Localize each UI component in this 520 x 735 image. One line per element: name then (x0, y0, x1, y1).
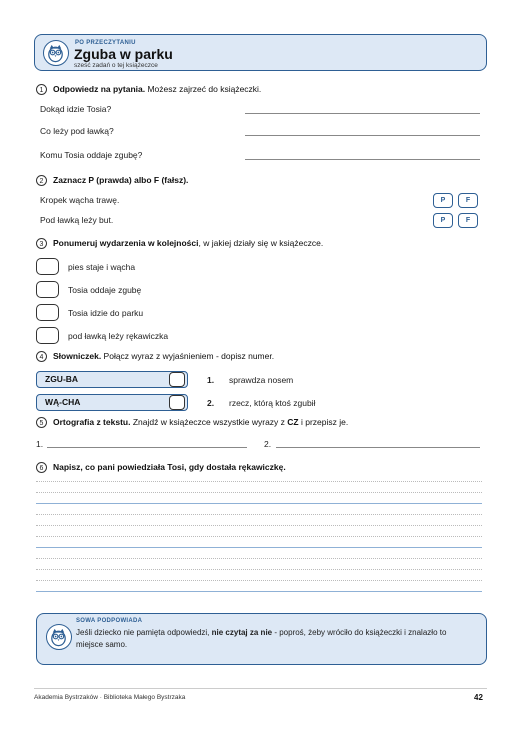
order-box[interactable] (36, 281, 59, 298)
task-instruction: Zaznacz P (prawda) albo F (fałsz). (53, 175, 189, 185)
answer-line[interactable] (47, 447, 247, 448)
task-number: 4 (36, 351, 47, 362)
writing-line[interactable] (36, 591, 482, 592)
true-box[interactable]: P (433, 193, 453, 208)
writing-guide (36, 481, 482, 482)
statement: Pod ławką leży but. (40, 215, 114, 225)
task-number: 2 (36, 175, 47, 186)
order-box[interactable] (36, 327, 59, 344)
task-number: 6 (36, 462, 47, 473)
event-item: pies staje i wącha (68, 262, 136, 272)
task-number: 5 (36, 417, 47, 428)
statement: Kropek wącha trawę. (40, 195, 120, 205)
false-box[interactable]: F (458, 213, 478, 228)
writing-guide (36, 514, 482, 515)
writing-guide (36, 536, 482, 537)
event-item: pod ławką leży rękawiczka (68, 331, 169, 341)
definition-number: 2. (207, 398, 215, 408)
task-instruction: Ortografia z tekstu. Znajdź w książeczce wszystkie wyrazy z CZ i przepisz je. (53, 417, 349, 427)
task-number: 1 (36, 84, 47, 95)
task-number: 3 (36, 238, 47, 249)
owl-icon (46, 624, 72, 650)
page-subtitle: sześć zadań o tej książeczce (74, 62, 158, 69)
dictionary-word: ZGU-BA (36, 371, 188, 388)
order-box[interactable] (36, 304, 59, 321)
page-number: 42 (474, 693, 483, 702)
definition-number: 1. (207, 375, 215, 385)
answer-line[interactable] (245, 135, 480, 136)
match-box[interactable] (169, 395, 185, 410)
hint-text: Jeśli dziecko nie pamięta odpowiedzi, nie czytaj za nie - poproś, żeby wróciło do książeczki i znalazło to (76, 628, 447, 637)
match-box[interactable] (169, 372, 185, 387)
footer-divider (34, 688, 487, 689)
answer-line[interactable] (245, 113, 480, 114)
header-kicker: PO PRZECZYTANIU (75, 40, 136, 46)
writing-line[interactable] (36, 503, 482, 504)
page-title: Zguba w parku (74, 46, 173, 62)
writing-line[interactable] (36, 547, 482, 548)
definition-text: sprawdza nosem (229, 375, 294, 385)
false-box[interactable]: F (458, 193, 478, 208)
writing-guide (36, 580, 482, 581)
slot-number: 2. (264, 439, 272, 449)
writing-guide (36, 492, 482, 493)
hint-text-continued: miejsce samo. (76, 640, 128, 649)
slot-number: 1. (36, 439, 44, 449)
dictionary-word: WĄ-CHA (36, 394, 188, 411)
true-box[interactable]: P (433, 213, 453, 228)
answer-line[interactable] (245, 159, 480, 160)
event-item: Tosia oddaje zgubę (68, 285, 142, 295)
task-instruction: Słowniczek. Połącz wyraz z wyjaśnieniem - dopisz numer. (53, 351, 275, 361)
writing-guide (36, 569, 482, 570)
question: Co leży pod ławką? (40, 126, 114, 136)
answer-line[interactable] (276, 447, 480, 448)
task-instruction: Napisz, co pani powiedziała Tosi, gdy dostała rękawiczkę. (53, 462, 286, 472)
task-instruction: Odpowiedz na pytania. Możesz zajrzeć do książeczki. (53, 84, 262, 94)
writing-guide (36, 525, 482, 526)
footer-credit: Akademia Bystrzaków · Biblioteka Małego Bystrzaka (34, 694, 186, 701)
task-instruction: Ponumeruj wydarzenia w kolejności, w jakiej działy się w książeczce. (53, 238, 324, 248)
definition-text: rzecz, którą ktoś zgubił (229, 398, 316, 408)
writing-guide (36, 558, 482, 559)
event-item: Tosia idzie do parku (68, 308, 144, 318)
question: Komu Tosia oddaje zgubę? (40, 150, 143, 160)
owl-icon (43, 40, 69, 66)
question: Dokąd idzie Tosia? (40, 104, 112, 114)
hint-title: SOWA PODPOWIADA (76, 618, 143, 624)
order-box[interactable] (36, 258, 59, 275)
